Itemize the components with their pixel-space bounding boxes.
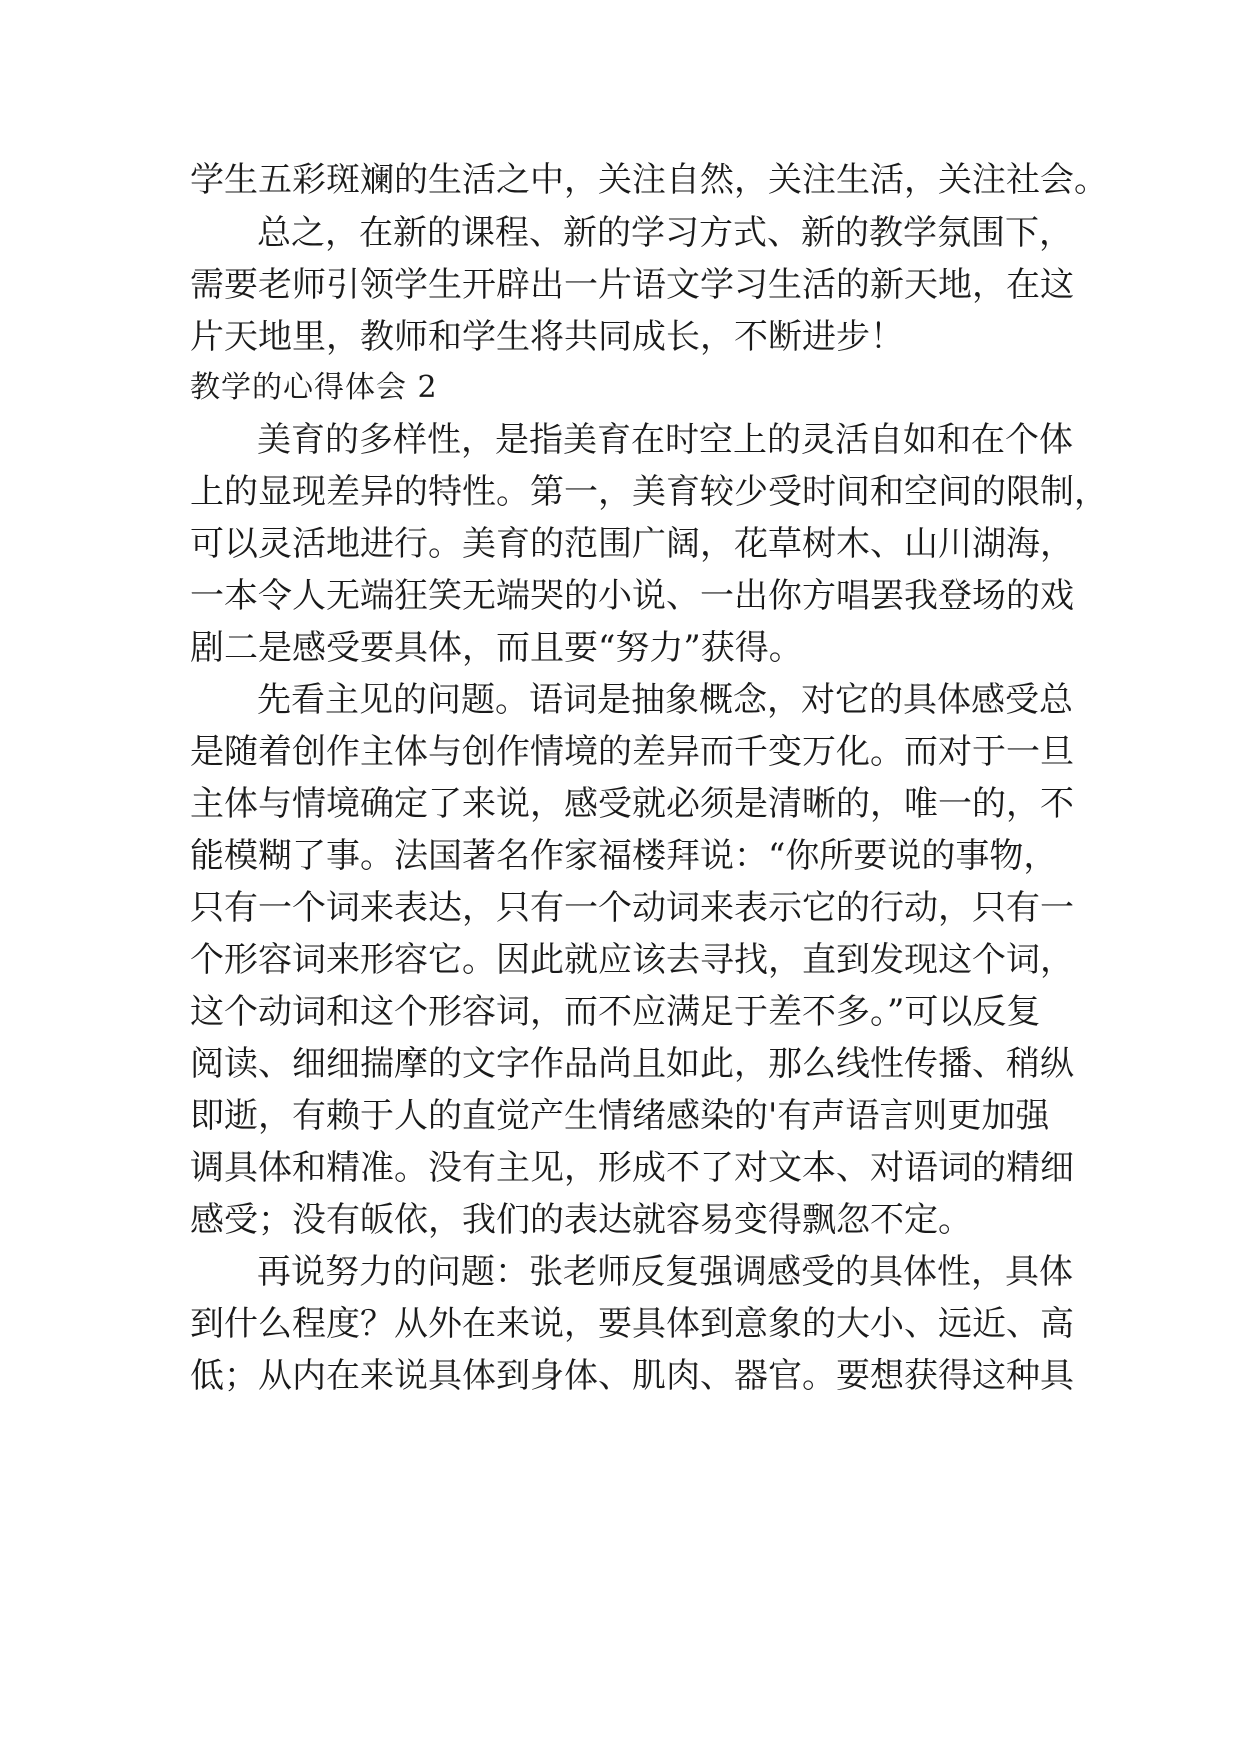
text-line: 剧二是感受要具体，而且要“努力”获得。	[190, 628, 803, 668]
text-line: 一本令人无端狂笑无端哭的小说、一出你方唱罢我登场的戏	[190, 576, 1074, 616]
text-line: 只有一个词来表达，只有一个动词来表示它的行动，只有一	[190, 888, 1074, 928]
text-line: 阅读、细细揣摩的文字作品尚且如此，那么线性传播、稍纵	[190, 1044, 1074, 1084]
text-line: 低；从内在来说具体到身体、肌肉、器官。要想获得这种具	[190, 1356, 1074, 1396]
text-line: 可以灵活地进行。美育的范围广阔，花草树木、山川湖海，	[190, 524, 1074, 564]
paragraph-start-line: 再说努力的问题：张老师反复强调感受的具体性，具体	[257, 1252, 1073, 1292]
text-line: 片天地里，教师和学生将共同成长，不断进步！	[190, 317, 904, 357]
text-line: 需要老师引领学生开辟出一片语文学习生活的新天地，在这	[190, 265, 1074, 305]
paragraph-start-line: 总之，在新的课程、新的学习方式、新的教学氛围下，	[257, 213, 1073, 253]
text-line: 上的显现差异的特性。第一，美育较少受时间和空间的限制，	[190, 472, 1108, 512]
text-line: 这个动词和这个形容词，而不应满足于差不多。”可以反复	[190, 992, 1041, 1032]
section-heading: 教学的心得体会 2	[190, 370, 438, 405]
text-line: 即逝，有赖于人的直觉产生情绪感染的'有声语言则更加强	[190, 1096, 1050, 1136]
text-line: 主体与情境确定了来说，感受就必须是清晰的，唯一的，不	[190, 784, 1074, 824]
text-line: 学生五彩斑斓的生活之中，关注自然，关注生活，关注社会。	[190, 160, 1108, 200]
paragraph-start-line: 美育的多样性，是指美育在时空上的灵活自如和在个体	[257, 420, 1073, 460]
text-line: 个形容词来形容它。因此就应该去寻找，直到发现这个词，	[190, 940, 1074, 980]
text-line: 能模糊了事。法国著名作家福楼拜说：“你所要说的事物，	[190, 836, 1058, 876]
text-line: 感受；没有皈依，我们的表达就容易变得飘忽不定。	[190, 1200, 972, 1240]
text-line: 是随着创作主体与创作情境的差异而千变万化。而对于一旦	[190, 732, 1074, 772]
text-line: 到什么程度？从外在来说，要具体到意象的大小、远近、高	[190, 1304, 1074, 1344]
paragraph-start-line: 先看主见的问题。语词是抽象概念，对它的具体感受总	[257, 680, 1073, 720]
text-line: 调具体和精准。没有主见，形成不了对文本、对语词的精细	[190, 1148, 1074, 1188]
